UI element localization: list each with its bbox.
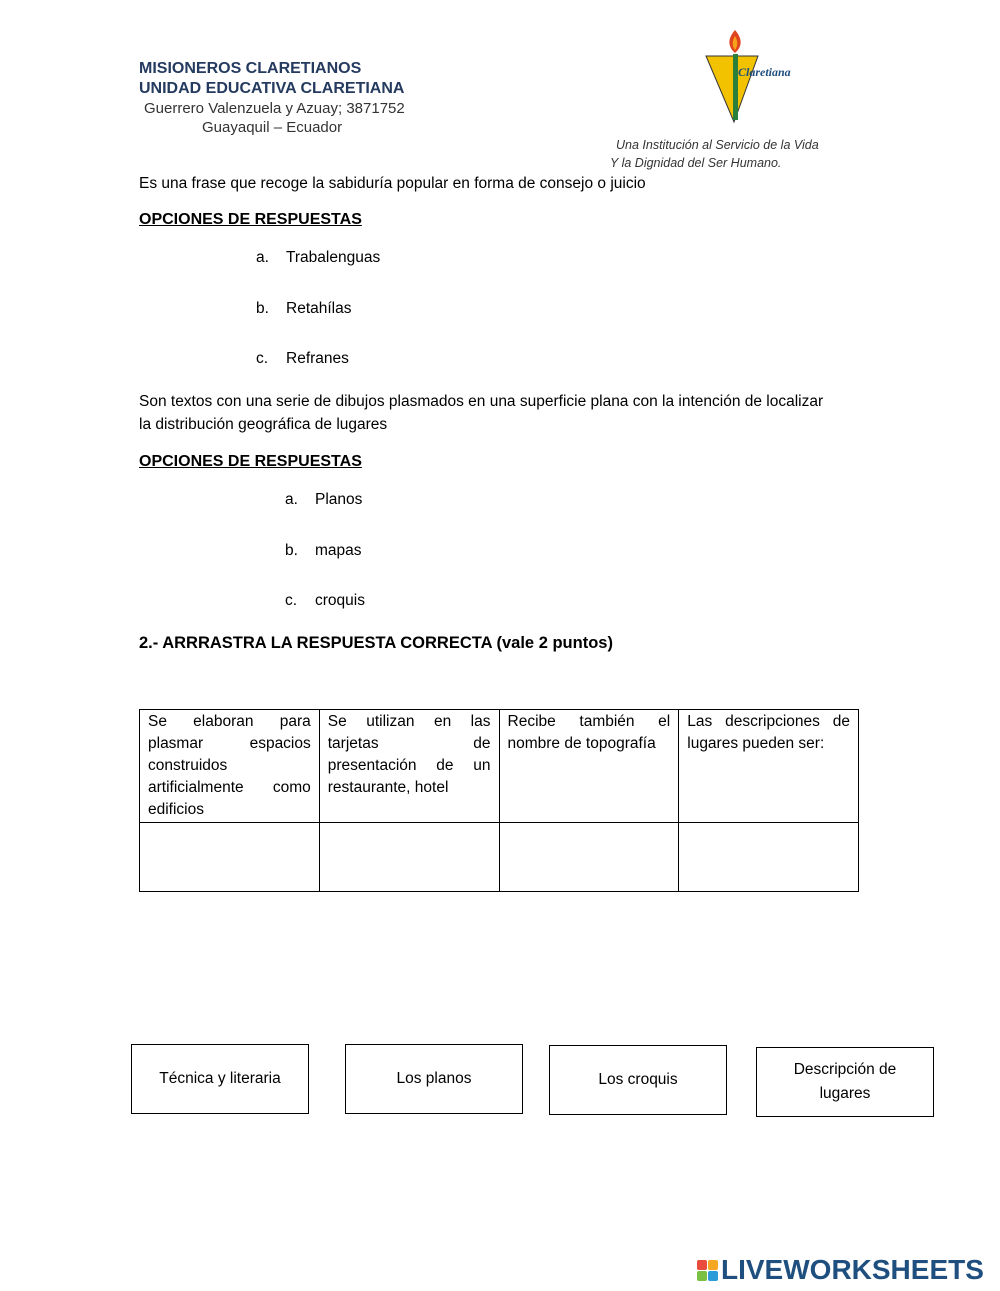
school-address: Guerrero Valenzuela y Azuay; 3871752 [144, 100, 405, 117]
brand-name: LIVEWORKSHEETS [721, 1254, 984, 1285]
svg-text:Claretiana: Claretiana [738, 65, 791, 79]
question-1-option-c[interactable] [256, 350, 349, 368]
answer-card-3[interactable]: Los croquis [549, 1045, 727, 1115]
clue-row [140, 710, 859, 823]
option-letter: a. [285, 491, 298, 508]
clue-cell-4: Las descripciones de lugares pueden ser: [679, 710, 859, 823]
drop-zone-4[interactable] [679, 823, 859, 892]
option-text: Retahílas [286, 300, 352, 317]
matching-table [139, 709, 859, 892]
drop-row [140, 823, 859, 892]
option-text: mapas [315, 542, 362, 559]
question-1-prompt: Es una frase que recoge la sabiduría popular en forma de consejo o juicio [139, 175, 646, 192]
clue-cell-1: Se elaboran para plasmar espacios construidos artificialmente como edificios [140, 710, 320, 823]
school-logo [700, 26, 810, 126]
liveworksheets-logo [697, 1255, 984, 1285]
slogan-line-1: Una Institución al Servicio de la Vida [616, 138, 819, 152]
brand-block-v [697, 1271, 707, 1281]
question-1-option-a[interactable] [256, 249, 380, 267]
option-letter: b. [256, 300, 269, 317]
drop-zone-1[interactable] [140, 823, 320, 892]
question-1-option-b[interactable] [256, 300, 351, 318]
school-city: Guayaquil – Ecuador [202, 119, 343, 136]
slogan-line-2: Y la Dignidad del Ser Humano. [610, 156, 782, 170]
question-2-prompt-line-1: Son textos con una serie de dibujos plasmados en una superficie plana con la intención de localizar [139, 393, 824, 410]
option-letter: c. [285, 592, 298, 609]
question-2-option-b[interactable] [285, 542, 362, 560]
torch-logo-icon [700, 26, 810, 126]
question-2-options-title: OPCIONES DE RESPUESTAS [139, 453, 362, 470]
brand-block-i [708, 1260, 718, 1270]
school-name: UNIDAD EDUCATIVA CLARETIANA [139, 80, 405, 97]
drop-zone-2[interactable] [319, 823, 499, 892]
question-2-option-a[interactable] [285, 491, 362, 509]
option-letter: b. [285, 542, 298, 559]
drop-zone-3[interactable] [499, 823, 679, 892]
brand-blocks-icon [697, 1260, 718, 1281]
option-text: Refranes [286, 350, 349, 367]
answer-card-4[interactable]: Descripción de lugares [756, 1047, 934, 1117]
brand-block-l [697, 1260, 707, 1270]
clue-cell-2: Se utilizan en las tarjetas de presentación de un restaurante, hotel [319, 710, 499, 823]
option-letter: a. [256, 249, 269, 266]
question-2-option-c[interactable] [285, 592, 365, 610]
option-text: Planos [315, 491, 363, 508]
question-2-prompt-line-2: la distribución geográfica de lugares [139, 416, 388, 433]
option-letter: c. [256, 350, 269, 367]
brand-block-e [708, 1271, 718, 1281]
section-2-title: 2.- ARRRASTRA LA RESPUESTA CORRECTA (vale 2 puntos) [139, 634, 613, 652]
answer-card-2[interactable]: Los planos [345, 1044, 523, 1114]
option-text: croquis [315, 592, 365, 609]
option-text: Trabalenguas [286, 249, 381, 266]
question-1-options-title: OPCIONES DE RESPUESTAS [139, 211, 362, 228]
answer-card-1[interactable]: Técnica y literaria [131, 1044, 309, 1114]
org-name: MISIONEROS CLARETIANOS [139, 60, 362, 77]
clue-cell-3: Recibe también el nombre de topografía [499, 710, 679, 823]
